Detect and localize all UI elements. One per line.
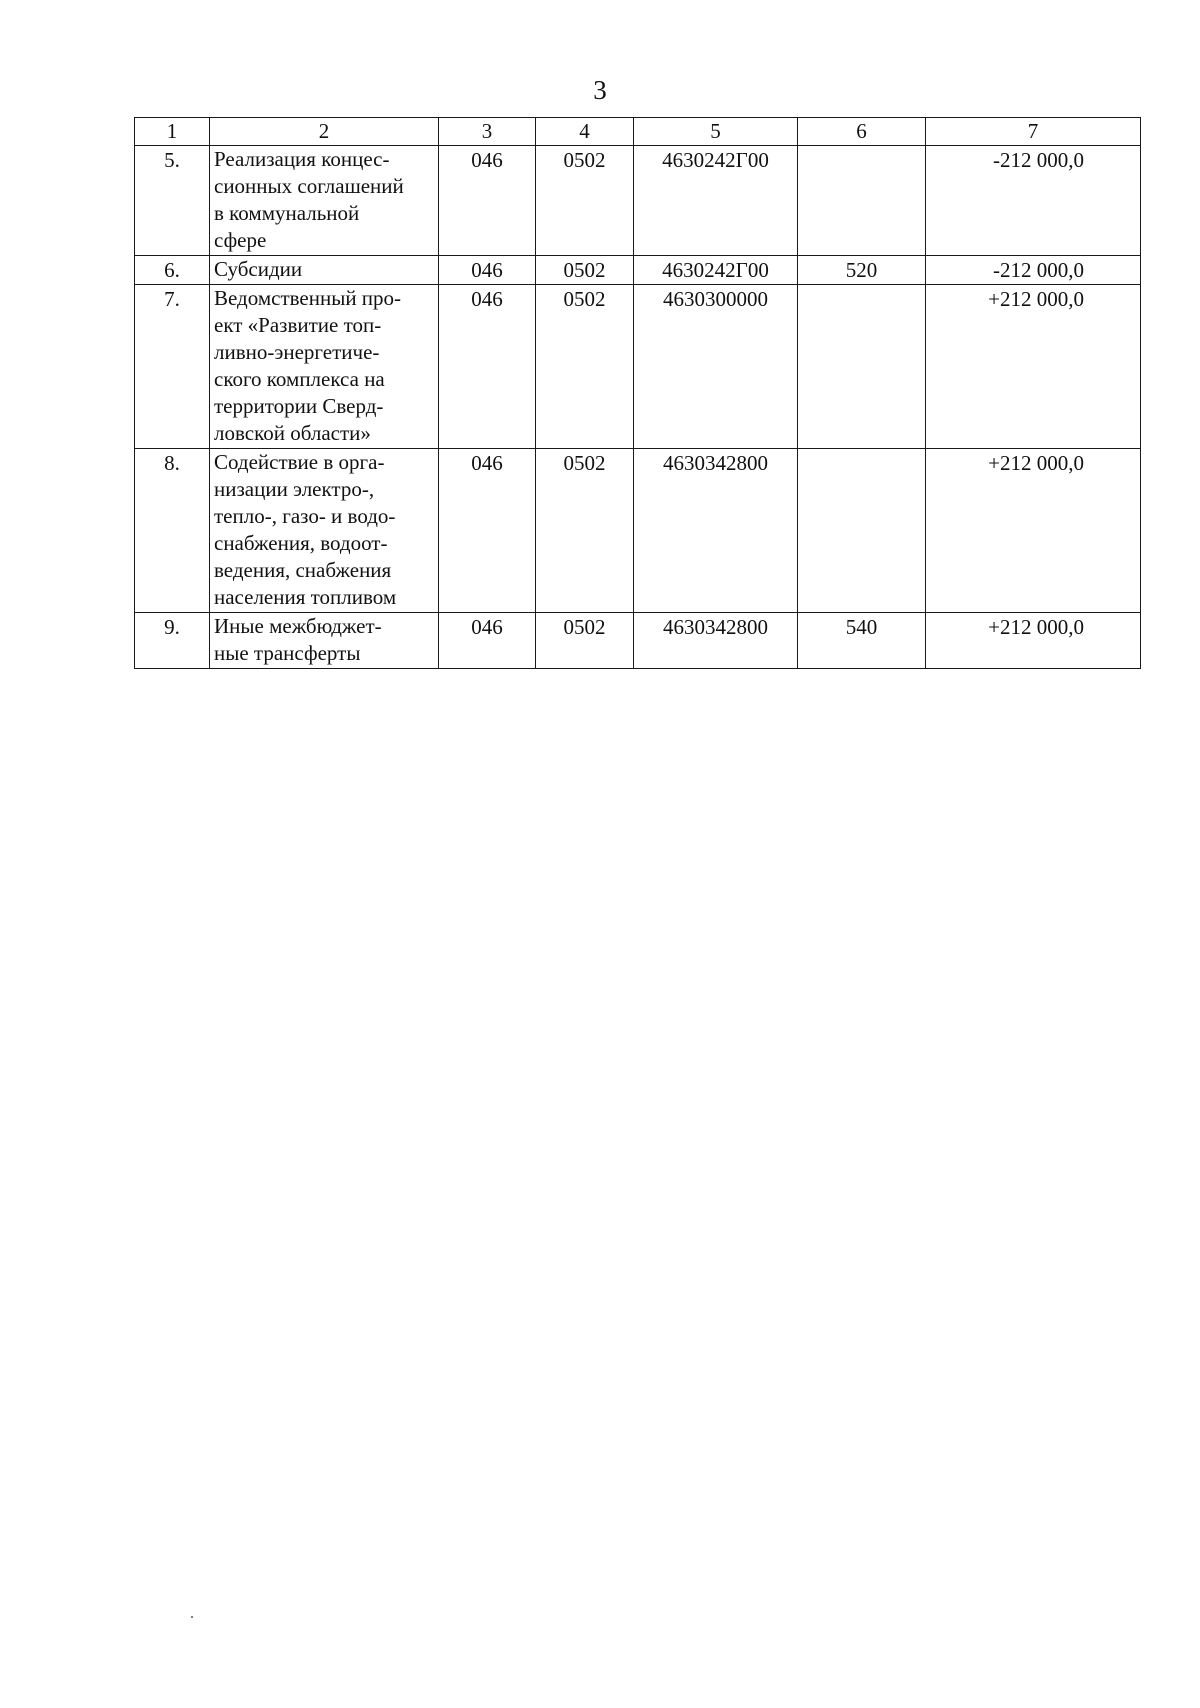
- row-name-text: Содействие в орга- низации электро-, тепло-, газо- и водо- снабжения, водоот- ведения, снабжения населения топливом: [214, 450, 397, 609]
- row-code-3: 046: [439, 256, 536, 285]
- column-header: 1: [135, 118, 210, 146]
- row-amount: +212 000,0: [926, 285, 1141, 449]
- table-row: [135, 613, 1141, 669]
- column-header: 3: [439, 118, 536, 146]
- row-code-5: 4630242Г00: [634, 256, 798, 285]
- row-code-5: 4630300000: [634, 285, 798, 449]
- row-name: [210, 146, 439, 256]
- row-code-3: 046: [439, 449, 536, 613]
- row-code-3: 046: [439, 285, 536, 449]
- row-code-4: 0502: [536, 256, 634, 285]
- column-header: 2: [210, 118, 439, 146]
- row-code-5: 4630342800: [634, 613, 798, 669]
- row-code-6: [798, 449, 926, 613]
- row-code-3: 046: [439, 613, 536, 669]
- row-name: [210, 449, 439, 613]
- table-row: [135, 146, 1141, 256]
- row-amount: -212 000,0: [926, 256, 1141, 285]
- row-number: 7.: [135, 285, 210, 449]
- table-row: [135, 449, 1141, 613]
- row-code-4: 0502: [536, 146, 634, 256]
- row-code-6: 540: [798, 613, 926, 669]
- row-code-6: 520: [798, 256, 926, 285]
- column-header: 4: [536, 118, 634, 146]
- row-code-4: 0502: [536, 449, 634, 613]
- column-header: 7: [926, 118, 1141, 146]
- row-code-6: [798, 285, 926, 449]
- row-number: 9.: [135, 613, 210, 669]
- row-name: [210, 613, 439, 669]
- column-header: 5: [634, 118, 798, 146]
- row-name: [210, 256, 439, 285]
- page-number: 3: [593, 75, 607, 105]
- row-number: 8.: [135, 449, 210, 613]
- row-code-4: 0502: [536, 285, 634, 449]
- row-number: 6.: [135, 256, 210, 285]
- row-code-6: [798, 146, 926, 256]
- row-code-5: 4630342800: [634, 449, 798, 613]
- column-header: 6: [798, 118, 926, 146]
- row-code-5: 4630242Г00: [634, 146, 798, 256]
- row-amount: +212 000,0: [926, 449, 1141, 613]
- row-name-text: Иные межбюджет- ные трансферты: [214, 614, 382, 665]
- scan-speck: [191, 1616, 193, 1618]
- row-name-text: Реализация концес- сионных соглашений в коммунальной сфере: [214, 147, 404, 252]
- table-header-row: [135, 118, 1141, 146]
- table-row: [135, 285, 1141, 449]
- row-amount: +212 000,0: [926, 613, 1141, 669]
- row-name-text: Субсидии: [214, 257, 303, 281]
- row-number: 5.: [135, 146, 210, 256]
- budget-table: [134, 117, 1141, 669]
- table-row: [135, 256, 1141, 285]
- row-name-text: Ведомственный про- ект «Развитие топ- ливно-энергетиче- ского комплекса на территории Сверд- ловской области»: [214, 286, 402, 445]
- row-code-4: 0502: [536, 613, 634, 669]
- row-code-3: 046: [439, 146, 536, 256]
- row-name: [210, 285, 439, 449]
- row-amount: -212 000,0: [926, 146, 1141, 256]
